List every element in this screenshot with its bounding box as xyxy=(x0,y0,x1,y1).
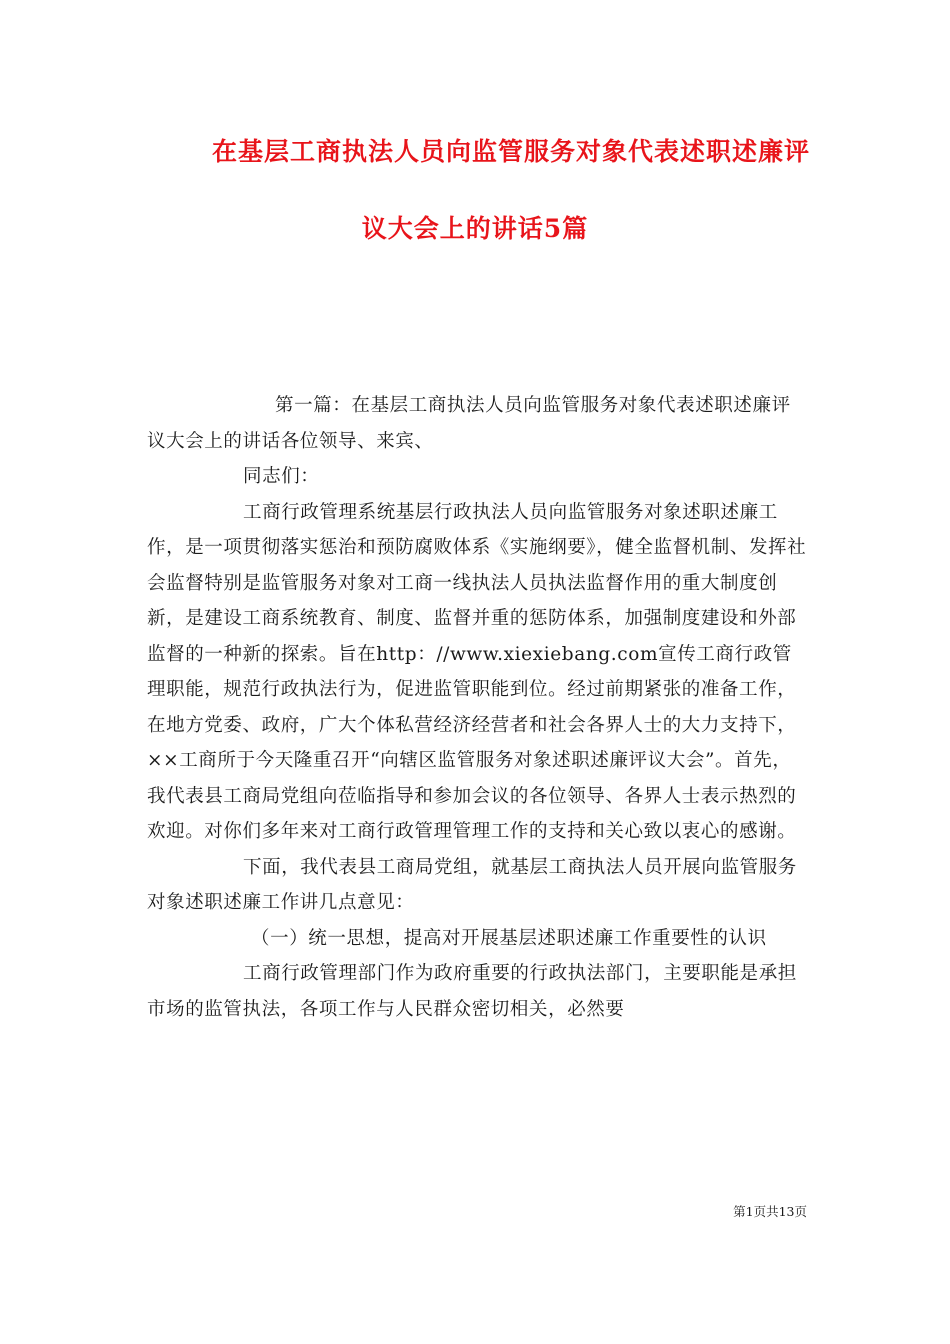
paragraph-first-article-heading: 第一篇：在基层工商执法人员向监管服务对象代表述职述廉评议大会上的讲话各位领导、来宾、 xyxy=(147,395,791,452)
document-body xyxy=(147,388,807,1027)
paragraph-section-one-heading: （一）统一思想，提高对开展基层述职述廉工作重要性的认识 xyxy=(251,927,767,949)
paragraph-salutation: 同志们： xyxy=(243,466,320,487)
document-title-line-2: 议大会上的讲话5篇 xyxy=(361,214,589,243)
paragraph-introduction: 工商行政管理系统基层行政执法人员向监管服务对象述职述廉工作，是一项贯彻落实惩治和预防腐败体系《实施纲要》，健全监督机制、发挥社会监督特别是监管服务对象对工商一线执法人员执法监督作用的重大制度创新，是建设工商系统教育、制度、监督并重的惩防体系，加强制度建设和外部监督的一种新的探索。旨在http：//www.xiexiebang.com宣传工商行政管理职能，规范行政执法行为，促进监管职能到位。经过前期紧张的准备工作，在地方党委、政府，广大个体私营经济经营者和社会各界人士的大力支持下，××工商所于今天隆重召开“向辖区监管服务对象述职述廉评议大会”。首先，我代表县工商局党组向莅临指导和参加会议的各位领导、各界人士表示热烈的欢迎。对你们多年来对工商行政管理管理工作的支持和关心致以衷心的感谢。 xyxy=(147,501,807,842)
paragraph-section-one-body: 工商行政管理部门作为政府重要的行政执法部门，主要职能是承担市场的监管执法，各项工作与人民群众密切相关，必然要 xyxy=(147,963,797,1020)
document-title-line-1: 在基层工商执法人员向监管服务对象代表述职述廉评 xyxy=(211,137,810,166)
paragraph-opinions-lead: 下面，我代表县工商局党组，就基层工商执法人员开展向监管服务对象述职述廉工作讲几点意见： xyxy=(147,856,797,913)
page-number-footer: 第1页共13页 xyxy=(733,1204,807,1219)
